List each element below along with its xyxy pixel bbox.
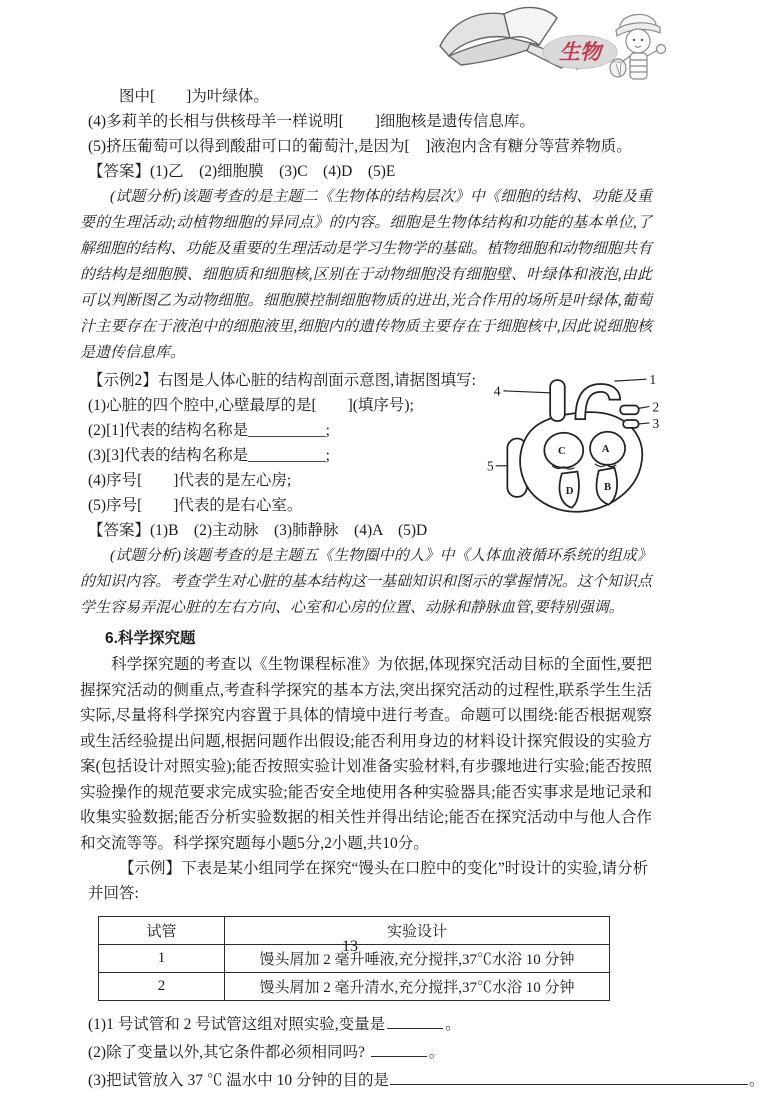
pulmonary-vein-shape-upper: [620, 405, 638, 414]
table-cell-design-2: 馒头屑加 2 毫升清水,充分搅拌,37℃水浴 10 分钟: [225, 973, 610, 1001]
heart-diagram: [484, 364, 664, 516]
question-3: [88, 1067, 764, 1095]
section6-example-intro: 【示例】下表是某小组同学在探究“馒头在口腔中的变化”时设计的实验,请分析并回答:: [88, 860, 649, 902]
header-illustration: [430, 2, 670, 86]
example1-analysis: (试题分析)该题考查的是主题二《生物体的结构层次》中《细胞的结构、功能及重要的生理活动;动植物细胞的异同点》的内容。细胞是生物体结构和功能的基本单位,了解细胞的结构、功能及重要的生理活动是学习生物学的基础。植物细胞和动物细胞共有的结构是细胞膜、细胞质和细胞核,区别在于动物细胞没有细胞壁、叶绿体和液泡,由此可以判断图乙为动物细胞。细胞膜控制细胞物质的进出,光合作用的场所是叶绿体,葡萄汁主要存在于液泡中的细胞液里,细胞内的遗传物质主要存在于细胞核中,因此说细胞核是遗传信息库。: [80, 189, 652, 361]
page-number: 13: [342, 938, 358, 955]
example2-lines: [88, 368, 508, 518]
example2-item-4: (4)序号[ ]代表的是左心房;: [88, 472, 292, 489]
leader-line-3: [639, 423, 650, 424]
question-1-blank: [387, 1015, 443, 1029]
table-header-tube: 试管: [99, 917, 225, 945]
table-header-design: 实验设计: [225, 917, 610, 945]
table-cell-tube-1: 1: [99, 945, 225, 973]
question-3-suffix: 。: [748, 1072, 764, 1089]
table-row: [99, 973, 610, 1001]
chamber-label-D: D: [565, 485, 574, 497]
subject-badge-label: 生物: [559, 40, 601, 64]
question-2-text: (2)除了变量以外,其它条件都必须相同吗?: [88, 1044, 365, 1061]
question-3-blank: [390, 1071, 748, 1085]
diagram-number-3: 3: [652, 415, 660, 431]
diagram-number-1: 1: [649, 372, 657, 388]
example2-analysis: (试题分析)该题考查的是主题五《生物圈中的人》中《人体血液循环系统的组成》的知识内容。考查学生对心脏的基本结构这一基础知识和图示的掌握情况。这个知识点学生容易弄混心脏的左右方向、心室和心房的位置、动脉和静脉血管,要特别强调。: [80, 548, 652, 616]
example1-line-chloroplast: 图中[ ]为叶绿体。: [119, 88, 269, 105]
chamber-label-B: B: [603, 481, 612, 494]
pulmonary-artery-shape: [550, 380, 565, 421]
experiment-table: [98, 916, 610, 1001]
table-cell-design-1: 馒头屑加 2 毫升唾液,充分搅拌,37℃水浴 10 分钟: [225, 945, 610, 973]
subject-badge: [543, 36, 617, 69]
example2-block: [88, 368, 660, 518]
pulmonary-vein-shape-lower: [623, 420, 639, 428]
example1-item-5: (5)挤压葡萄可以得到酸甜可口的葡萄汁,是因为[ ]液泡内含有糖分等营养物质。: [88, 138, 632, 155]
question-1-suffix: 。: [445, 1016, 461, 1033]
question-2: [88, 1039, 652, 1067]
question-1: [88, 1011, 652, 1039]
table-cell-tube-2: 2: [99, 973, 225, 1001]
chamber-label-C: C: [557, 445, 566, 458]
example2-intro: 【示例2】右图是人体心脏的结构剖面示意图,请据图填写:: [88, 372, 476, 389]
example2-item-2: (2)[1]代表的结构名称是__________;: [88, 422, 330, 439]
leader-line-4: [503, 391, 550, 393]
diagram-number-4: 4: [493, 383, 501, 399]
section6-paragraph: 科学探究题的考查以《生物课程标准》为依据,体现探究活动目标的全面性,要把握探究活动的侧重点,考查科学探究的基本方法,突出探究活动的过程性,联系学生生活实际,尽量将科学探究内容置于具体的情境中进行考查。命题可以围绕:能否根据观察或生活经验提出问题,根据问题作出假设;能否利用身边的材料设计探究假设的实验方案(包括设计对照实验);能否按照实验计划准备实验材料,有步骤地进行实验;能否按照实验操作的规范要求完成实验;能否安全地使用各种实验器具;能否实事求是地记录和收集实验数据;能否分析实验数据的相关性并得出结论;能否在探究活动中与他人合作和交流等等。科学探究题每小题5分,2小题,共10分。: [80, 656, 652, 852]
diagram-number-5: 5: [486, 458, 494, 474]
leader-line-2: [639, 406, 650, 408]
example2-item-3: (3)[3]代表的结构名称是__________;: [88, 447, 330, 464]
section6-heading: 6.科学探究题: [105, 630, 196, 647]
student-mascot-icon: [610, 14, 666, 79]
question-2-blank: [371, 1043, 427, 1057]
example1-item-4: (4)多莉羊的长相与供核母羊一样说明[ ]细胞核是遗传信息库。: [88, 113, 535, 130]
question-2-suffix: 。: [428, 1044, 445, 1061]
example2-item-5: (5)序号[ ]代表的是右心室。: [88, 497, 303, 514]
example2-item-1: (1)心脏的四个腔中,心壁最厚的是[ ](填序号);: [88, 397, 414, 414]
leader-line-1: [614, 379, 646, 381]
example1-answer: 【答案】(1)乙 (2)细胞膜 (3)C (4)D (5)E: [88, 163, 396, 180]
diagram-number-2: 2: [652, 399, 660, 415]
chamber-label-A: A: [601, 443, 610, 456]
question-3-text: (3)把试管放入 37 ℃ 温水中 10 分钟的目的是: [88, 1072, 389, 1089]
question-1-text: (1)1 号试管和 2 号试管这组对照实验,变量是: [88, 1016, 386, 1033]
example2-answer: 【答案】(1)B (2)主动脉 (3)肺静脉 (4)A (5)D: [88, 522, 428, 539]
